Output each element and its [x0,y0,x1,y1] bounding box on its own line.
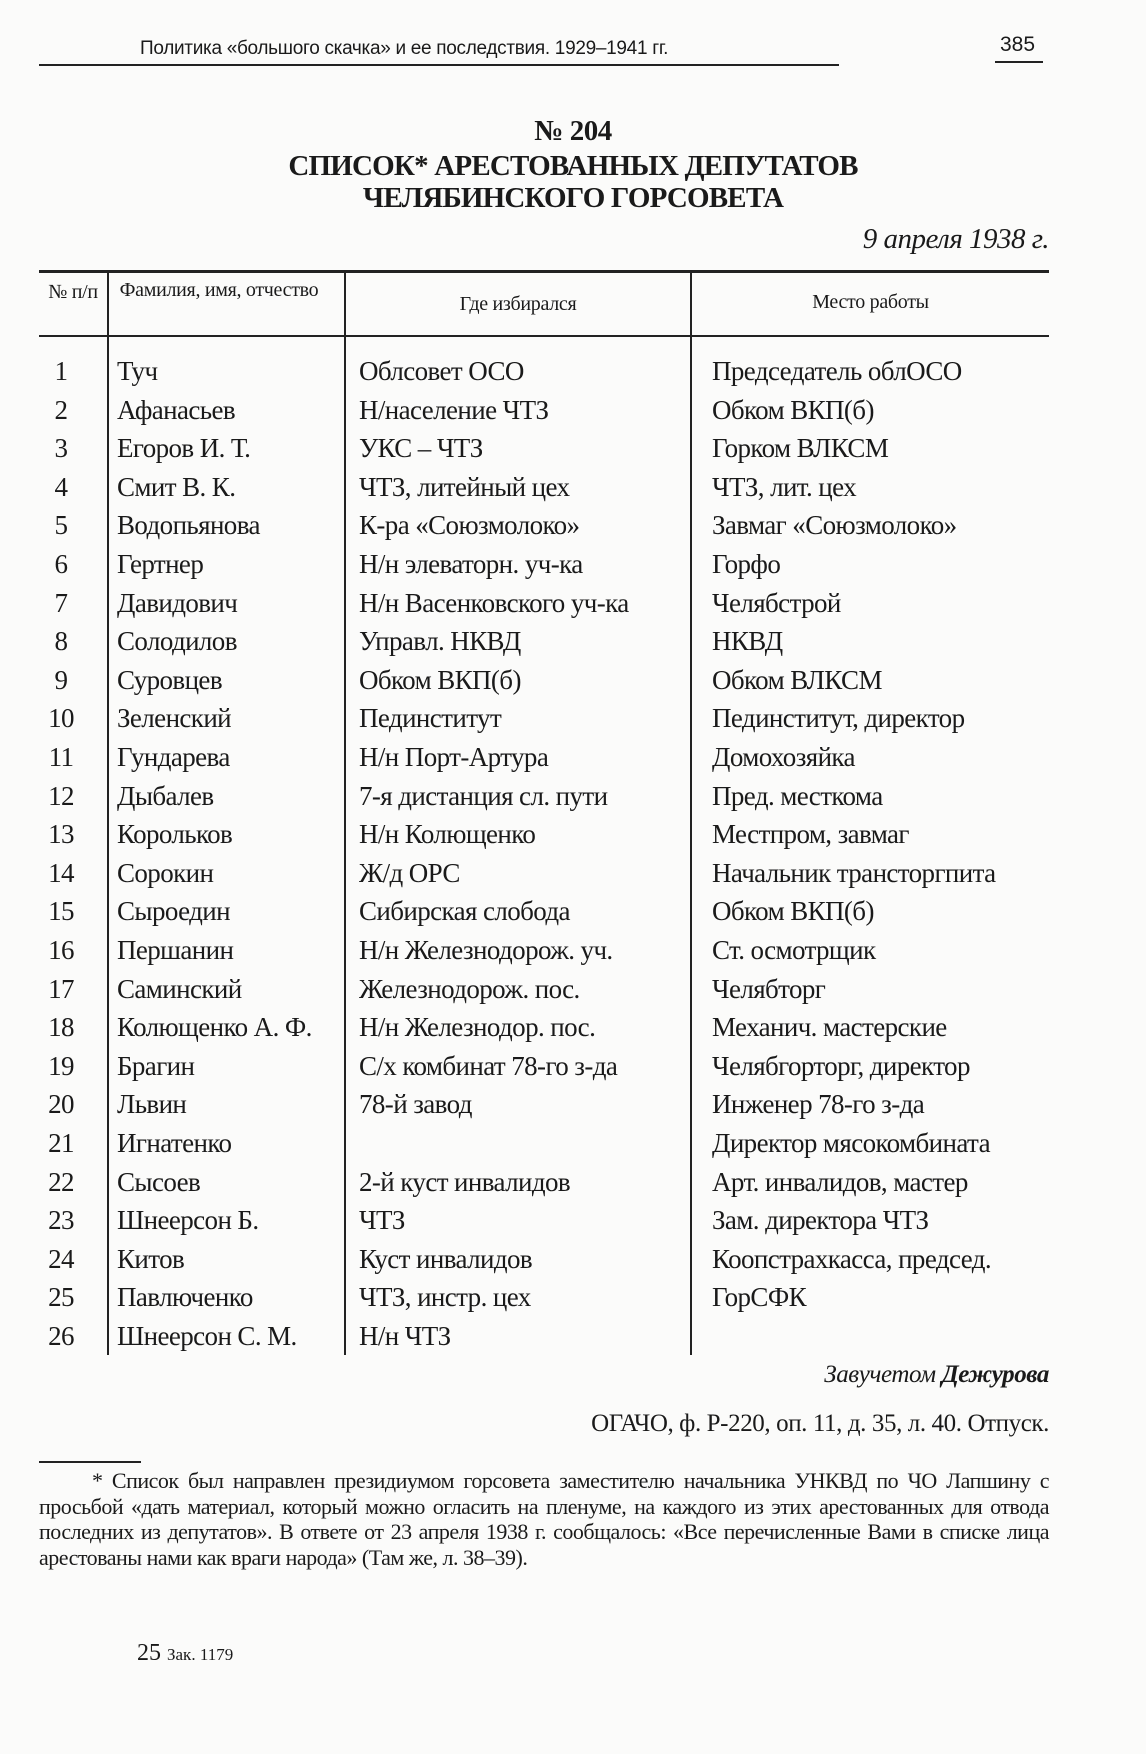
deputy-name: Сыроедин [117,896,230,927]
deputy-name: Шнеерсон Б. [117,1205,259,1236]
row-number: 11 [48,742,74,772]
row-number: 8 [54,626,68,657]
deputy-name: Корольков [117,819,233,850]
table-row [39,1163,1049,1202]
deputy-name: Зеленский [117,703,232,734]
election-district: Ж/д ОРС [359,857,460,888]
row-number: 22 [48,1166,74,1197]
workplace: Директор мясокомбината [712,1128,990,1158]
election-district: Н/н Железнодорож. уч. [359,935,613,965]
table-row [39,1085,1049,1124]
table-row [39,545,1049,584]
deputy-name: Сорокин [117,857,214,888]
table-row [39,892,1049,931]
deputy-name: Першанин [117,935,234,965]
row-number: 5 [54,510,68,541]
workplace: Горком ВЛКСМ [712,433,889,464]
document-date: 9 апреля 1938 г. [862,223,1049,255]
election-district: 78-й завод [359,1089,472,1120]
row-number: 25 [48,1282,74,1313]
table-row [39,1047,1049,1086]
table-row [39,970,1049,1009]
table-top-rule [39,270,1049,273]
election-district: Куст инвалидов [359,1243,533,1274]
header-where: Где избирался [459,293,577,315]
row-number: 13 [48,819,74,850]
workplace: Обком ВКП(б) [712,896,874,927]
deputy-name: Суровцев [117,664,222,695]
row-number: 9 [54,664,68,695]
workplace: Зам. директора ЧТЗ [712,1205,929,1236]
table-row [39,622,1049,661]
workplace: Обком ВКП(б) [712,394,874,425]
sheet-number: 25 [137,1640,161,1666]
deputy-name: Водопьянова [117,510,260,541]
deputy-name: Дыбалев [117,780,214,811]
election-district: Пединститут [359,703,502,734]
signature-name: Дежурова [941,1361,1049,1388]
deputy-name: Туч [117,356,158,386]
table-row [39,777,1049,816]
workplace: Инженер 78-го з-да [712,1089,925,1120]
election-district: 2-й куст инвалидов [359,1166,571,1197]
election-district: Сибирская слобода [359,896,570,927]
table-row [39,1240,1049,1279]
deputy-name: Львин [117,1089,187,1120]
workplace: Пред. месткома [712,780,883,811]
deputy-name: Игнатенко [117,1128,232,1158]
footnote: * Список был направлен президиумом горсовета заместителю начальника УНКВД по ЧО Лапшину с просьбой «дать материал, который можно огласить на пленуме, на каждого из этих арестованных для отвода последних из депутатов». В ответе от 23 апреля 1938 г. сообщалось: «Все перечисленные Вами в списке лица арестованы нами как враги народа» (Там же, л. 38–39). [39,1468,1049,1570]
row-number: 21 [48,1128,74,1158]
workplace: Арт. инвалидов, мастер [712,1166,968,1197]
header-name: Фамилия, имя, отчество [119,279,319,301]
header-rule [39,64,839,66]
election-district: Обком ВКП(б) [359,664,521,695]
table-row [39,584,1049,623]
running-head: Политика «большого скачка» и ее последствия. 1929–1941 гг. [140,38,669,59]
signature [824,1361,1049,1389]
signature-position: Завучетом [824,1361,936,1388]
deputy-name: Колющенко А. Ф. [117,1012,312,1043]
workplace: Домохозяйка [712,742,855,772]
archive-reference: ОГАЧО, ф. Р-220, оп. 11, д. 35, л. 40. Отпуск. [591,1410,1049,1437]
row-number: 12 [48,780,74,811]
document-number: № 204 [534,115,612,147]
deputy-name: Смит В. К. [117,471,236,502]
table-row [39,391,1049,430]
election-district: Н/н Васенковского уч-ка [359,587,629,618]
election-district: Н/н ЧТЗ [359,1321,451,1351]
row-number: 24 [48,1243,74,1274]
table-row [39,854,1049,893]
row-number: 6 [54,549,68,579]
table-row [39,931,1049,970]
row-number: 15 [48,896,74,927]
deputy-name: Сысоев [117,1166,201,1197]
deputy-name: Афанасьев [117,394,236,425]
election-district: Облсовет ОСО [359,356,524,386]
workplace: Механич. мастерские [712,1012,947,1043]
page-number: 385 [1000,33,1036,56]
footnote-rule [39,1461,141,1463]
table-row [39,352,1049,391]
election-district: Н/н элеваторн. уч-ка [359,549,583,579]
workplace: Челябгорторг, директор [712,1050,970,1081]
election-district: Н/н Порт-Артура [359,742,549,772]
table-row [39,1008,1049,1047]
election-district: 7-я дистанция сл. пути [359,780,608,811]
row-number: 14 [48,857,74,888]
workplace: ЧТЗ, лит. цех [712,471,857,502]
printer-signature [137,1640,233,1667]
row-number: 18 [48,1012,74,1043]
workplace: Пединститут, директор [712,703,965,734]
table-row [39,699,1049,738]
order-number: Зак. 1179 [167,1645,234,1664]
row-number: 26 [48,1321,74,1351]
election-district: С/х комбинат 78-го з-да [359,1050,618,1081]
row-number: 19 [48,1050,74,1081]
table-row [39,738,1049,777]
workplace: Председатель облОСО [712,356,962,386]
deputy-name: Павлюченко [117,1282,253,1313]
workplace: НКВД [712,626,783,657]
election-district: Н/н Колющенко [359,819,536,850]
row-number: 3 [54,433,68,464]
row-number: 17 [48,973,74,1004]
deputy-name: Китов [117,1243,185,1274]
election-district: ЧТЗ, литейный цех [359,471,570,502]
deputy-name: Брагин [117,1050,195,1081]
workplace: Челябстрой [712,587,841,618]
row-number: 2 [54,394,68,425]
document-title-line-1: СПИСОК* АРЕСТОВАННЫХ ДЕПУТАТОВ [288,150,858,182]
row-number: 20 [48,1089,74,1120]
workplace: Завмаг «Союзмолоко» [712,510,957,541]
election-district: УКС – ЧТЗ [359,433,483,464]
deputy-name: Шнеерсон С. М. [117,1321,297,1351]
deputy-name: Саминский [117,973,242,1004]
table-row [39,1124,1049,1163]
workplace: Ст. осмотрщик [712,935,876,965]
election-district: Н/население ЧТЗ [359,394,549,425]
workplace: Горфо [712,549,781,579]
row-number: 1 [54,356,68,386]
header-work: Место работы [812,291,929,313]
table-row [39,506,1049,545]
workplace: ГорСФК [712,1282,806,1313]
table-row [39,815,1049,854]
table-header-rule [39,335,1049,337]
document-title-line-2: ЧЕЛЯБИНСКОГО ГОРСОВЕТА [362,182,784,214]
table-row [39,429,1049,468]
election-district: Н/н Железнодор. пос. [359,1012,596,1043]
row-number: 4 [54,471,68,502]
row-number: 10 [48,703,74,734]
deputy-name: Солодилов [117,626,237,657]
table-row [39,1278,1049,1317]
election-district: ЧТЗ, инстр. цех [359,1282,531,1313]
deputy-name: Гертнер [117,549,204,579]
row-number: 7 [54,587,68,618]
table-row [39,468,1049,507]
election-district: Управл. НКВД [359,626,521,657]
workplace: Челябторг [712,973,826,1004]
row-number: 16 [48,935,74,965]
table-row [39,1317,1049,1356]
workplace: Коопстрахкасса, председ. [712,1243,992,1274]
election-district: ЧТЗ [359,1205,405,1236]
table-row [39,1201,1049,1240]
workplace: Обком ВЛКСМ [712,664,882,695]
deputy-name: Егоров И. Т. [117,433,251,464]
table-row [39,661,1049,700]
election-district: К-ра «Союзмолоко» [359,510,580,541]
header-num: № п/п [48,281,98,303]
workplace: Начальник трансторгпита [712,857,996,888]
page-number-rule [995,61,1043,63]
deputy-name: Гундарева [117,742,230,772]
election-district: Железнодорож. пос. [359,973,580,1004]
deputy-name: Давидович [117,587,238,618]
row-number: 23 [48,1205,74,1236]
workplace: Местпром, завмаг [712,819,909,850]
